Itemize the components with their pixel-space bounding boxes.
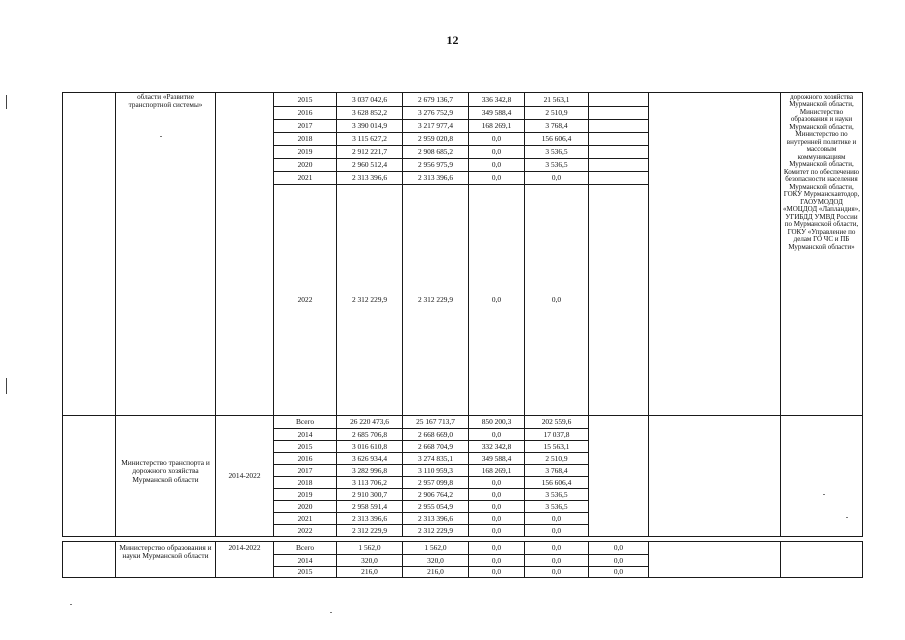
b2-value-cell: 2 668 704,9 xyxy=(402,440,469,453)
b3-value-cell: 0,0 xyxy=(588,541,649,555)
b1-indicator-cell xyxy=(648,92,781,416)
b1-value-cell: 2 510,9 xyxy=(524,106,589,120)
b2-value-cell: 3 113 706,2 xyxy=(336,476,403,489)
b2-value-cell: 2 312 229,9 xyxy=(402,524,469,537)
b2-value-cell: 3 274 835,1 xyxy=(402,452,469,465)
b1-name-cell: области «Развитие транспортной системы» xyxy=(115,92,216,416)
b1-value-cell: 156 606,4 xyxy=(524,132,589,146)
b2-value-cell: 0,0 xyxy=(524,512,589,525)
b2-value-cell: 3 110 959,3 xyxy=(402,464,469,477)
b3-value-cell: 0,0 xyxy=(588,554,649,567)
b2-value-cell: 2 957 099,8 xyxy=(402,476,469,489)
b3-indicator-cell xyxy=(648,541,781,578)
b2-index-cell xyxy=(62,415,116,537)
b1-year-cell: 2019 xyxy=(273,145,337,159)
b2-value-cell: 2 313 396,6 xyxy=(402,512,469,525)
budget-table xyxy=(62,92,862,591)
b2-value-cell: 2 955 054,9 xyxy=(402,500,469,513)
b3-value-cell: 216,0 xyxy=(336,566,403,578)
b2-value-cell: 3 536,5 xyxy=(524,500,589,513)
b1-value-cell: 2 313 396,6 xyxy=(336,171,403,185)
b3-index-cell xyxy=(62,541,116,578)
b2-value-cell: 2 668 669,0 xyxy=(402,428,469,441)
b1-value-cell: 336 342,8 xyxy=(468,92,525,107)
b2-value-cell: 26 220 473,6 xyxy=(336,415,403,429)
b1-value-cell: 0,0 xyxy=(524,171,589,185)
b2-value-cell: 850 200,3 xyxy=(468,415,525,429)
b3-value-cell: 0,0 xyxy=(468,541,525,555)
b1-empty-cell xyxy=(588,171,649,185)
b2-executors-cell xyxy=(780,415,863,537)
b1-value-cell: 2 912 221,7 xyxy=(336,145,403,159)
b1-value-cell: 2 312 229,9 xyxy=(402,184,469,416)
b2-year-cell: 2015 xyxy=(273,440,337,453)
b2-value-cell: 202 559,6 xyxy=(524,415,589,429)
b1-value-cell: 3 390 014,9 xyxy=(336,119,403,133)
b1-year-cell: 2017 xyxy=(273,119,337,133)
b2-year-cell: 2017 xyxy=(273,464,337,477)
b1-year-cell: 2021 xyxy=(273,171,337,185)
b2-year-cell: Всего xyxy=(273,415,337,429)
b1-empty-cell xyxy=(588,132,649,146)
b1-value-cell: 0,0 xyxy=(468,171,525,185)
b2-value-cell: 0,0 xyxy=(468,488,525,501)
b1-value-cell: 2 313 396,6 xyxy=(402,171,469,185)
b2-value-cell: 3 016 610,8 xyxy=(336,440,403,453)
b3-name-cell: Министерство образования и науки Мурманской области xyxy=(115,541,216,578)
b2-value-cell: 0,0 xyxy=(468,428,525,441)
b1-empty-cell xyxy=(588,92,649,107)
b2-value-cell: 2 313 396,6 xyxy=(336,512,403,525)
b3-year-cell: 2014 xyxy=(273,554,337,567)
b3-year-cell: Всего xyxy=(273,541,337,555)
b3-value-cell: 0,0 xyxy=(524,566,589,578)
b2-value-cell: 0,0 xyxy=(468,476,525,489)
b2-value-cell: 2 312 229,9 xyxy=(336,524,403,537)
b2-value-cell: 332 342,8 xyxy=(468,440,525,453)
b2-value-cell: 0,0 xyxy=(524,524,589,537)
left-margin-mark-2 xyxy=(6,378,7,394)
b3-period-cell: 2014-2022 xyxy=(215,541,274,578)
b2-value-cell: 349 588,4 xyxy=(468,452,525,465)
b1-empty-cell xyxy=(588,119,649,133)
b1-empty-cell xyxy=(588,145,649,159)
b1-value-cell: 3 115 627,2 xyxy=(336,132,403,146)
b2-empty-cell xyxy=(588,415,649,537)
b2-year-cell: 2014 xyxy=(273,428,337,441)
b1-year-cell: 2016 xyxy=(273,106,337,120)
b2-value-cell: 2 906 764,2 xyxy=(402,488,469,501)
b2-value-cell: 3 536,5 xyxy=(524,488,589,501)
b2-value-cell: 3 282 996,8 xyxy=(336,464,403,477)
b2-value-cell: 0,0 xyxy=(468,512,525,525)
b3-value-cell: 216,0 xyxy=(402,566,469,578)
page-number: 12 xyxy=(446,33,459,47)
b2-value-cell: 2 510,9 xyxy=(524,452,589,465)
b2-value-cell: 17 037,8 xyxy=(524,428,589,441)
b2-value-cell: 3 626 934,4 xyxy=(336,452,403,465)
b1-value-cell: 0,0 xyxy=(468,145,525,159)
b2-value-cell: 2 958 591,4 xyxy=(336,500,403,513)
b3-value-cell: 320,0 xyxy=(336,554,403,567)
b2-year-cell: 2020 xyxy=(273,500,337,513)
b1-year-cell: 2018 xyxy=(273,132,337,146)
b2-year-cell: 2021 xyxy=(273,512,337,525)
b1-executors-cell: дорожного хозяйства Мурманской области, Министерство образования и науки Мурманской области, Министерство по внутренней политике и массовым коммуникациям Мурманской области, Комитет по обеспечению безопасности населения Мурманской области, ГОКУ Мурманскавтодор, ГАОУМОДОД «МОЦДОД «Лапландия», УГИБДД УМВД России по Мурманской области, ГОКУ «Управление по делам ГО ЧС и ПБ Мурманской области» xyxy=(780,92,863,416)
b1-value-cell: 3 628 852,2 xyxy=(336,106,403,120)
b1-value-cell: 21 563,1 xyxy=(524,92,589,107)
b3-value-cell: 0,0 xyxy=(468,566,525,578)
b1-empty-cell xyxy=(588,106,649,120)
b3-value-cell: 1 562,0 xyxy=(336,541,403,555)
b1-value-cell: 349 588,4 xyxy=(468,106,525,120)
b2-value-cell: 0,0 xyxy=(468,500,525,513)
b1-value-cell: 2 908 685,2 xyxy=(402,145,469,159)
b2-value-cell: 2 910 300,7 xyxy=(336,488,403,501)
b1-value-cell: 2 312 229,9 xyxy=(336,184,403,416)
b1-value-cell: 3 217 977,4 xyxy=(402,119,469,133)
b2-value-cell: 3 768,4 xyxy=(524,464,589,477)
b2-name-cell: Министерство транспорта и дорожного хозяйства Мурманской области xyxy=(115,415,216,537)
left-margin-mark xyxy=(6,95,7,109)
b2-indicator-cell xyxy=(648,415,781,537)
b1-value-cell: 0,0 xyxy=(468,184,525,416)
b2-year-cell: 2019 xyxy=(273,488,337,501)
b1-value-cell: 3 768,4 xyxy=(524,119,589,133)
b1-value-cell: 0,0 xyxy=(468,132,525,146)
b2-value-cell: 25 167 713,7 xyxy=(402,415,469,429)
b1-year-cell: 2020 xyxy=(273,158,337,172)
b1-value-cell: 2 960 512,4 xyxy=(336,158,403,172)
b3-executors-cell xyxy=(780,541,863,578)
b1-value-cell: 3 037 042,6 xyxy=(336,92,403,107)
b1-value-cell: 0,0 xyxy=(524,184,589,416)
b1-year-cell: 2015 xyxy=(273,92,337,107)
b1-value-cell: 2 956 975,9 xyxy=(402,158,469,172)
b2-value-cell: 0,0 xyxy=(468,524,525,537)
b3-value-cell: 320,0 xyxy=(402,554,469,567)
b1-value-cell: 168 269,1 xyxy=(468,119,525,133)
b1-value-cell: 2 959 020,8 xyxy=(402,132,469,146)
b2-value-cell: 2 685 706,8 xyxy=(336,428,403,441)
b2-year-cell: 2018 xyxy=(273,476,337,489)
b2-value-cell: 156 606,4 xyxy=(524,476,589,489)
b3-value-cell: 0,0 xyxy=(468,554,525,567)
b1-empty-cell xyxy=(588,184,649,416)
b1-value-cell: 3 536,5 xyxy=(524,145,589,159)
b2-year-cell: 2016 xyxy=(273,452,337,465)
b2-period-cell: 2014-2022 xyxy=(215,415,274,537)
b3-value-cell: 0,0 xyxy=(588,566,649,578)
b3-year-cell: 2015 xyxy=(273,566,337,578)
b2-value-cell: 15 563,1 xyxy=(524,440,589,453)
b1-year-cell: 2022 xyxy=(273,184,337,416)
scan-speck xyxy=(70,604,72,605)
b2-year-cell: 2022 xyxy=(273,524,337,537)
scan-speck xyxy=(330,612,332,613)
b1-index-cell xyxy=(62,92,116,416)
b1-value-cell: 2 679 136,7 xyxy=(402,92,469,107)
b3-value-cell: 0,0 xyxy=(524,541,589,555)
b1-empty-cell xyxy=(588,158,649,172)
b1-value-cell: 3 276 752,9 xyxy=(402,106,469,120)
b3-value-cell: 1 562,0 xyxy=(402,541,469,555)
b3-value-cell: 0,0 xyxy=(524,554,589,567)
b1-value-cell: 3 536,5 xyxy=(524,158,589,172)
b1-period-cell xyxy=(215,92,274,416)
b2-value-cell: 168 269,1 xyxy=(468,464,525,477)
b1-value-cell: 0,0 xyxy=(468,158,525,172)
